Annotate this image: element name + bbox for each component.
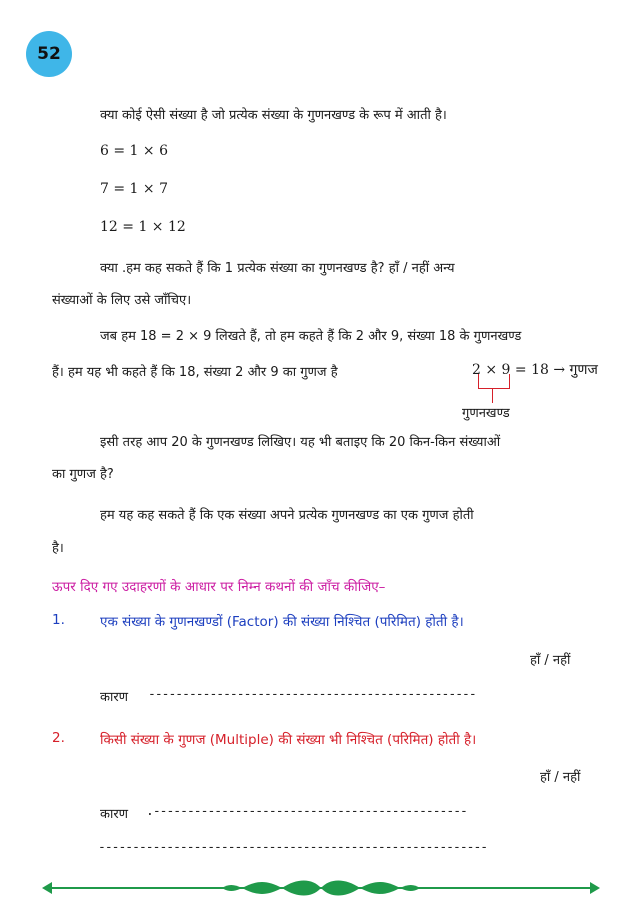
question-one-factor-line2: संख्याओं के लिए उसे जाँचिए। <box>52 293 192 308</box>
conclusion-line2: है। <box>52 541 64 556</box>
equation-7: 7 = 1 × 7 <box>100 181 168 197</box>
statement-2-answer: हाँ / नहीं <box>540 770 581 785</box>
equation-6: 6 = 1 × 6 <box>100 143 168 159</box>
decorative-divider-ornament <box>42 876 600 900</box>
statement-2-reason-label: कारण <box>100 807 129 822</box>
statement-1-reason-blank: ------------------------------------------------ <box>148 687 476 702</box>
question-any-number: क्या कोई ऐसी संख्या है जो प्रत्येक संख्या के गुणनखण्ड के रूप में आती है। <box>100 108 447 123</box>
statement-2-text: किसी संख्या के गुणज (Multiple) की संख्या भी निश्चित (परिमित) होती है। <box>100 732 477 748</box>
question-one-factor-line1: क्या .हम कह सकते हैं कि 1 प्रत्येक संख्या का गुणनखण्ड है? हाँ / नहीं अन्य <box>100 261 455 276</box>
statement-1-number: 1. <box>52 612 65 628</box>
statement-1-reason-label: कारण <box>100 690 129 705</box>
similar-line2: का गुणज है? <box>52 467 114 482</box>
factor-label: गुणनखण्ड <box>462 406 510 421</box>
conclusion-line1: हम यह कह सकते हैं कि एक संख्या अपने प्रत्येक गुणनखण्ड का एक गुणज होती <box>100 508 474 523</box>
similar-line1: इसी तरह आप 20 के गुणनखण्ड लिखिए। यह भी बताइए कि 20 किन-किन संख्याओं <box>100 435 501 450</box>
statement-2-reason-blank: .---------------------------------------------- <box>146 804 467 819</box>
statement-1-answer: हाँ / नहीं <box>530 653 571 668</box>
multiple-equation: 2 × 9 = 18 → गुणज <box>472 362 598 378</box>
when-18-line2: हैं। हम यह भी कहते हैं कि 18, संख्या 2 और 9 का गुणज है <box>52 365 338 380</box>
statement-1-text: एक संख्या के गुणनखण्डों (Factor) की संख्या निश्चित (परिमित) होती है। <box>100 614 464 630</box>
statement-2-extra-blank: --------------------------------------------------------- <box>98 840 488 855</box>
instruction-heading: ऊपर दिए गए उदाहरणों के आधार पर निम्न कथनों की जाँच कीजिए– <box>52 579 386 595</box>
factor-bracket-stem <box>492 389 493 403</box>
factor-bracket <box>478 374 510 389</box>
equation-12: 12 = 1 × 12 <box>100 219 186 235</box>
when-18-line1: जब हम 18 = 2 × 9 लिखते हैं, तो हम कहते हैं कि 2 और 9, संख्या 18 के गुणनखण्ड <box>100 329 522 344</box>
page-number-badge: 52 <box>26 31 72 77</box>
statement-2-number: 2. <box>52 730 65 746</box>
